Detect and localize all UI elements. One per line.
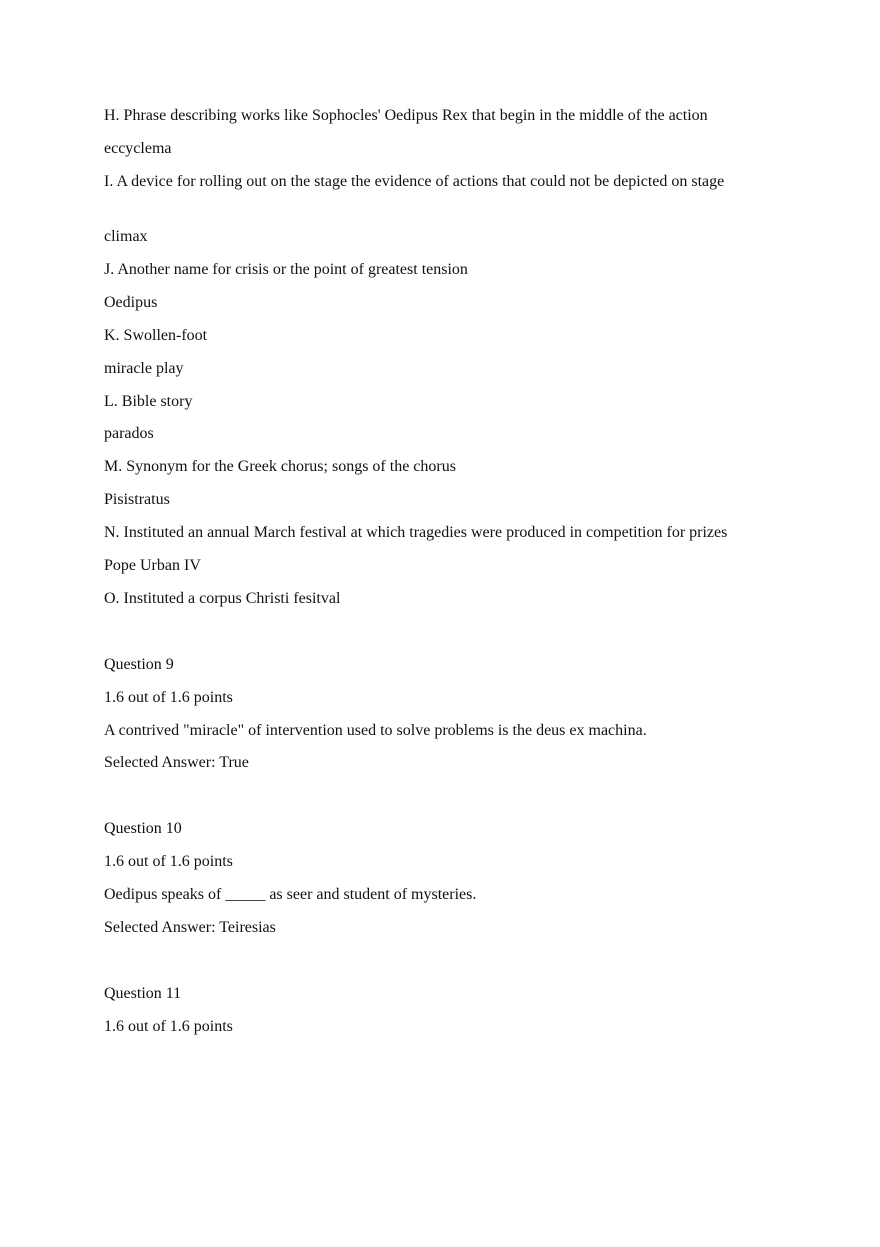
question-points: 1.6 out of 1.6 points: [104, 1018, 233, 1035]
matching-definition-o: O. Instituted a corpus Christi fesitval: [104, 590, 341, 607]
matching-definition-k: K. Swollen-foot: [104, 327, 208, 344]
question-title: Question 10: [104, 820, 182, 837]
matching-definition-n: N. Instituted an annual March festival at which tragedies were produced in competition for prizes: [104, 524, 728, 541]
matching-definition-j: J. Another name for crisis or the point of greatest tension: [104, 261, 468, 278]
question-points: 1.6 out of 1.6 points: [104, 853, 233, 870]
matching-term-k: Oedipus: [104, 294, 158, 311]
question-title: Question 11: [104, 985, 182, 1002]
question-title: Question 9: [104, 656, 174, 673]
matching-term-n: Pisistratus: [104, 491, 170, 508]
matching-term-j: climax: [104, 228, 148, 245]
question-points: 1.6 out of 1.6 points: [104, 689, 233, 706]
selected-answer: Selected Answer: True: [104, 754, 249, 771]
matching-term-i: eccyclema: [104, 140, 172, 157]
matching-term-l: miracle play: [104, 360, 184, 377]
matching-term-m: parados: [104, 425, 154, 442]
matching-definition-m: M. Synonym for the Greek chorus; songs of the chorus: [104, 458, 456, 475]
matching-definition-i: I. A device for rolling out on the stage the evidence of actions that could not be depicted on stage: [104, 173, 725, 190]
selected-answer: Selected Answer: Teiresias: [104, 919, 276, 936]
matching-term-o: Pope Urban IV: [104, 557, 201, 574]
question-prompt: A contrived "miracle" of intervention used to solve problems is the deus ex machina.: [104, 722, 647, 739]
matching-definition-h: H. Phrase describing works like Sophocles' Oedipus Rex that begin in the middle of the action: [104, 107, 708, 124]
matching-definition-l: L. Bible story: [104, 393, 193, 410]
question-prompt: Oedipus speaks of _____ as seer and student of mysteries.: [104, 886, 477, 903]
